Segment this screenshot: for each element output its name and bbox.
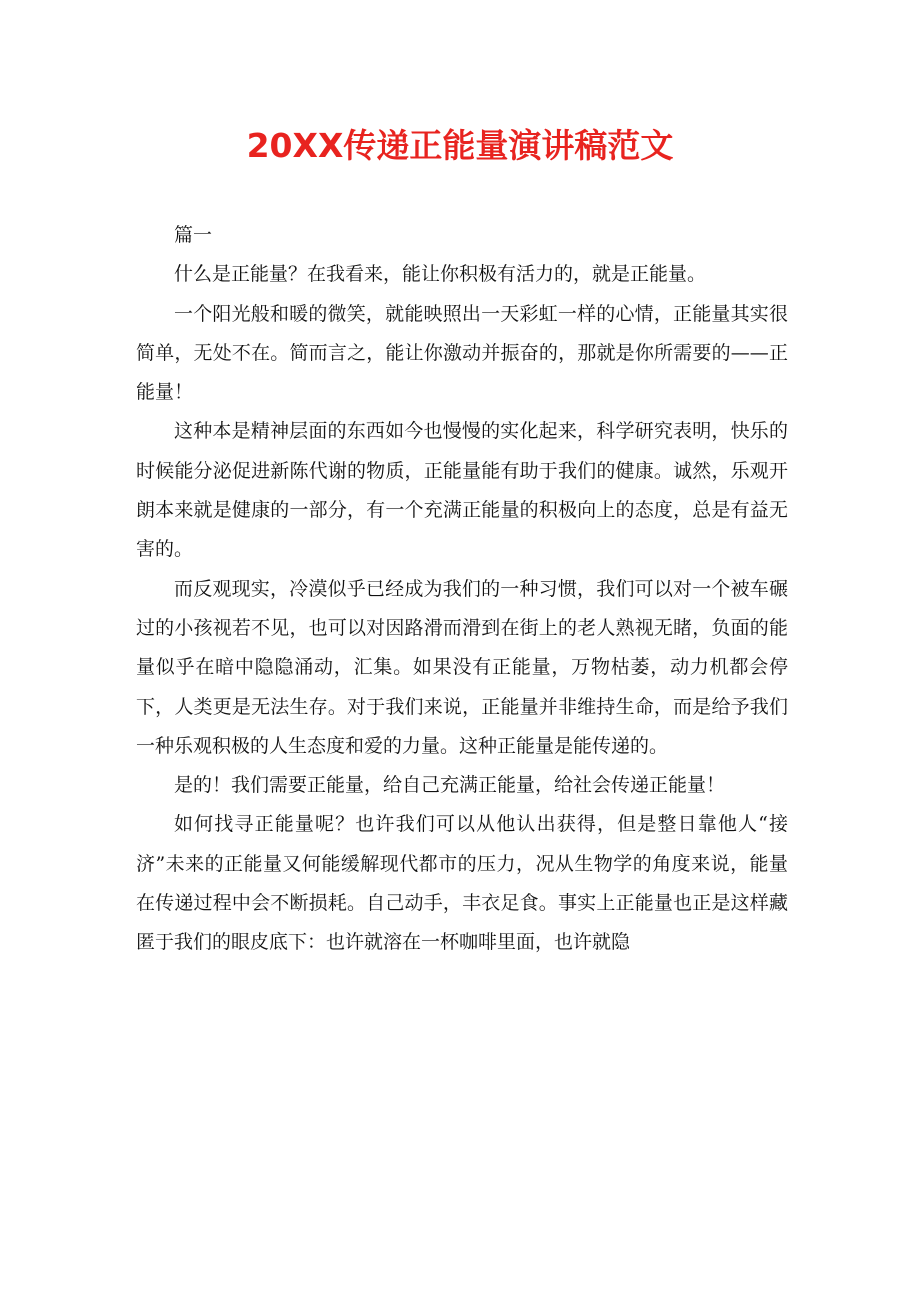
paragraph: 是的！我们需要正能量，给自己充满正能量，给社会传递正能量！ bbox=[174, 774, 726, 797]
paragraph: 什么是正能量？在我看来，能让你积极有活力的，就是正能量。 bbox=[174, 263, 707, 286]
section-heading: 篇一 bbox=[174, 224, 213, 246]
paragraph: 这种本是精神层面的东西如今也慢慢的实化起来，科学研究表明，快乐的时候能分泌促进新陈代谢的物质，正能量能有助于我们的健康。诚然，乐观开朗本来就是健康的一部分，有一个充满正能量的积极向上的态度，总是有益无害的。 bbox=[136, 420, 788, 561]
paragraph: 一个阳光般和暖的微笑，就能映照出一天彩虹一样的心情，正能量其实很简单，无处不在。简而言之，能让你激动并振奋的，那就是你所需要的——正能量！ bbox=[136, 302, 788, 404]
paragraph: 如何找寻正能量呢？也许我们可以从他认出获得，但是整日靠他人“接济”未来的正能量又何能缓解现代都市的压力，况从生物学的角度来说，能量在传递过程中会不断损耗。自己动手，丰衣足食。事实上正能量也正是这样藏匿于我们的眼皮底下：也许就溶在一杯咖啡里面，也许就隐 bbox=[136, 813, 788, 954]
document-title: 20XX传递正能量演讲稿范文 bbox=[246, 126, 674, 165]
paragraph: 而反观现实，冷漠似乎已经成为我们的一种习惯，我们可以对一个被车碾过的小孩视若不见，也可以对因路滑而滑到在街上的老人熟视无睹，负面的能量似乎在暗中隐隐涌动，汇集。如果没有正能量，万物枯萎，动力机都会停下，人类更是无法生存。对于我们来说，正能量并非维持生命，而是给予我们一种乐观积极的人生态度和爱的力量。这种正能量是能传递的。 bbox=[136, 577, 788, 757]
document-body bbox=[136, 216, 788, 963]
